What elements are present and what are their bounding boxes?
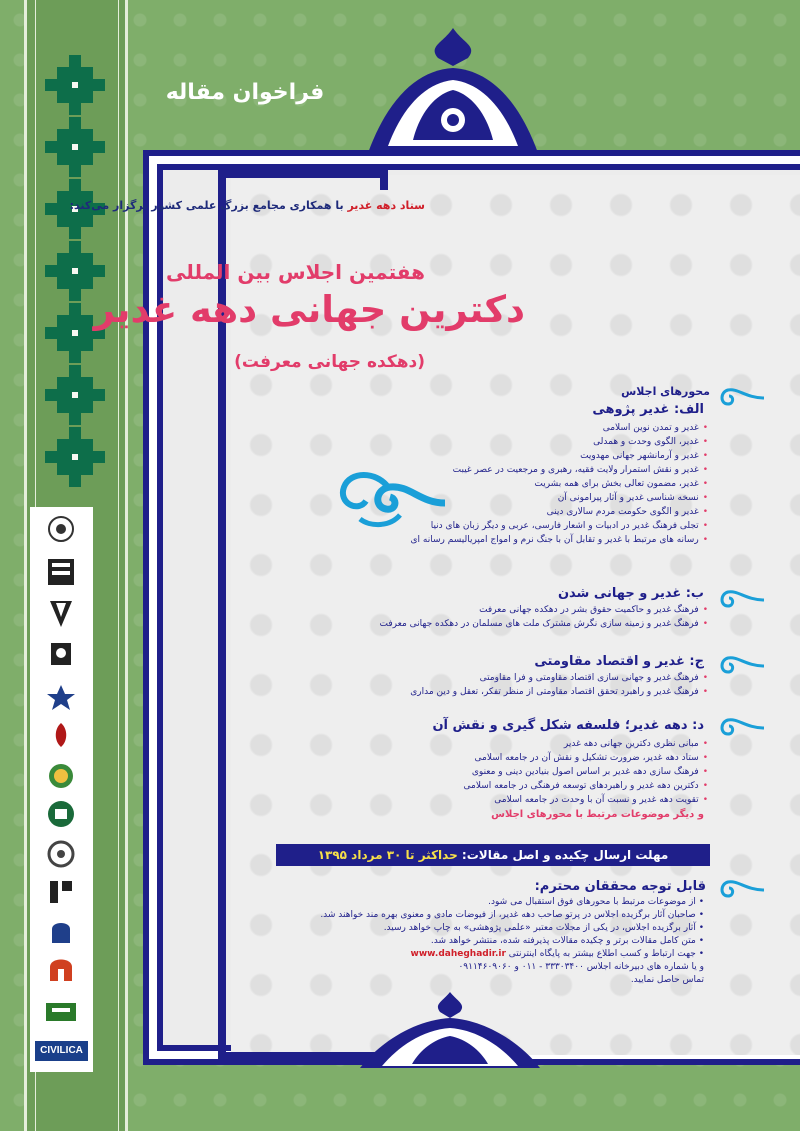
notes-title: قابل توجه محققان محترم: [534,879,706,894]
section-d-list [464,737,708,807]
list-item: • تقویت دهه غدیر و نسبت آن با وحدت در جامعه اسلامی [464,793,708,807]
abstract-logo-icon [42,877,80,907]
phone-line: و یا شماره های دبیرخانه اجلاس ۳۳۳۰۳۴۰۰ - ۰۱۱ و ۰۹۱۱۴۶۰۹۰۶۰ [458,962,704,972]
swirl-icon [716,876,766,904]
organizer-name: ستاد دهه غدیر [347,199,425,212]
list-item: • فرهنگ غدیر و زمینه سازی نگرش مشترک ملت های مسلمان در دهکده جهانی معرفت [380,617,708,631]
section-a-title: الف: غدیر پژوهی [592,402,704,417]
list-item: • دکترین دهه غدیر و راهبردهای توسعه فرهنگی در جامعه اسلامی [464,779,708,793]
list-item: • نسخه شناسی غدیر و آثار پیرامونی آن [411,491,708,505]
list-item: • فرهنگ غدیر و جهانی سازی اقتصاد مقاومتی و فرا مقاومتی [410,671,708,685]
deadline-label: مهلت ارسال چکیده و اصل مقالات: [457,848,669,862]
section-d-title: د: دهه غدیر؛ فلسفه شکل گیری و نقش آن [432,718,704,733]
iran-emblem-icon [42,721,80,751]
university-seal-icon [42,515,80,545]
swirl-icon [716,714,766,742]
ornate-seal-icon [42,839,80,869]
swirl-icon [716,652,766,680]
list-item: • مبانی نظری دکترین جهانی دهه غدیر [464,737,708,751]
islamic-azad-logo-icon [42,599,80,629]
note-item: • متن کامل مقالات برتر و چکیده مقالات پذیرفته شده، منتشر خواهد شد. [430,936,704,946]
list-item: • غدیر و الگوی حکومت مردم سالاری دینی [411,505,708,519]
list-item: • فرهنگ غدیر و راهبرد تحقق اقتصاد مقاومتی از منظر تفکر، تعقل و دین مداری [410,685,708,699]
note-item: • جهت ارتباط و کسب اطلاع بیشتر به پایگاه اینترنتی www.daheghadir.ir [410,949,704,959]
calligraphy-logo-icon [42,557,80,587]
civilica-logo: CIVILICA [35,1041,88,1061]
list-item: • غدیر و تمدن نوین اسلامی [411,421,708,435]
mosque-logo-icon [42,915,80,945]
section-b-title: ب: غدیر و جهانی شدن [557,586,704,601]
deadline-date: حداکثر تا ۳۰ مرداد ۱۳۹۵ [317,848,458,862]
university-logo-icon [42,641,80,671]
list-item: • غدیر، الگوی وحدت و همدلی [411,435,708,449]
organizer-rest: با همکاری مجامع بزرگ علمی کشور برگزار می‌کند: [69,199,348,212]
notes-list [320,896,704,987]
conference-theme: (دهکده جهانی معرفت) [234,352,425,372]
inner-frame-step [380,170,388,190]
section-b-list [380,603,708,631]
section-a-list [411,421,708,547]
list-item: • فرهنگ سازی دهه غدیر بر اساس اصول بنیادین دینی و معنوی [464,765,708,779]
bottom-arabesque-ornament-icon [350,992,550,1070]
website-link[interactable]: www.daheghadir.ir [410,949,506,959]
green-org-logo-icon [42,997,80,1027]
sponsor-logos [30,507,93,1072]
deadline-banner [276,844,710,866]
note-item: • صاحبان آثار برگزیده اجلاس در پرتو صاحب دهه غدیر، از فیوضات مادی و معنوی بهره مند خواهند شد. [320,910,704,920]
call-for-papers-title: فراخوان مقاله [165,80,325,105]
green-seal-icon [42,799,80,829]
section-c-title: ج: غدیر و اقتصاد مقاومتی [534,654,704,669]
star-emblem-icon [42,683,80,713]
conference-title: دکترین جهانی دهه غدیر [93,288,525,331]
inner-frame-line-top [218,170,388,178]
swirl-icon [716,384,766,412]
section-c-list [410,671,708,699]
conference-subtitle: هفتمین اجلاس بین المللی [166,260,425,284]
round-seal-icon [42,761,80,791]
swirl-icon [716,586,766,614]
list-item: • ستاد دهه غدیر، ضرورت تشکیل و نقش آن در جامعه اسلامی [464,751,708,765]
extra-topics: و دیگر موضوعات مرتبط با محورهای اجلاس [491,809,704,820]
contact-end: تماس حاصل نمایید. [630,975,704,985]
top-arabesque-ornament-icon [358,28,548,160]
list-item: • تجلی فرهنگ غدیر در ادبیات و اشعار فارسی، عربی و دیگر زبان های دنیا [411,519,708,533]
organizer-line [70,199,425,212]
geometric-pattern-icon [39,55,111,495]
list-item: • فرهنگ غدیر و حاکمیت حقوق بشر در دهکده جهانی معرفت [380,603,708,617]
axes-title: محورهای اجلاس [621,385,710,398]
list-item: • غدیر و آرمانشهر جهانی مهدویت [411,449,708,463]
list-item: • غدیر و نقش استمرار ولایت فقیه، رهبری و مرجعیت در عصر غیبت [411,463,708,477]
note-item: • آثار برگزیده اجلاس، در یکی از مجلات معتبر «علمی پژوهشی» به چاپ خواهد رسید. [383,923,704,933]
note-item: • از موضوعات مرتبط با محورهای فوق استقبال می شود. [488,897,704,907]
list-item: • رسانه های مرتبط با غدیر و تقابل آن با جنگ نرم و امواج امپریالیسم رسانه ای [411,533,708,547]
orange-dome-logo-icon [42,953,80,983]
list-item: • غدیر، مضمون تعالی بخش برای همه بشریت [411,477,708,491]
